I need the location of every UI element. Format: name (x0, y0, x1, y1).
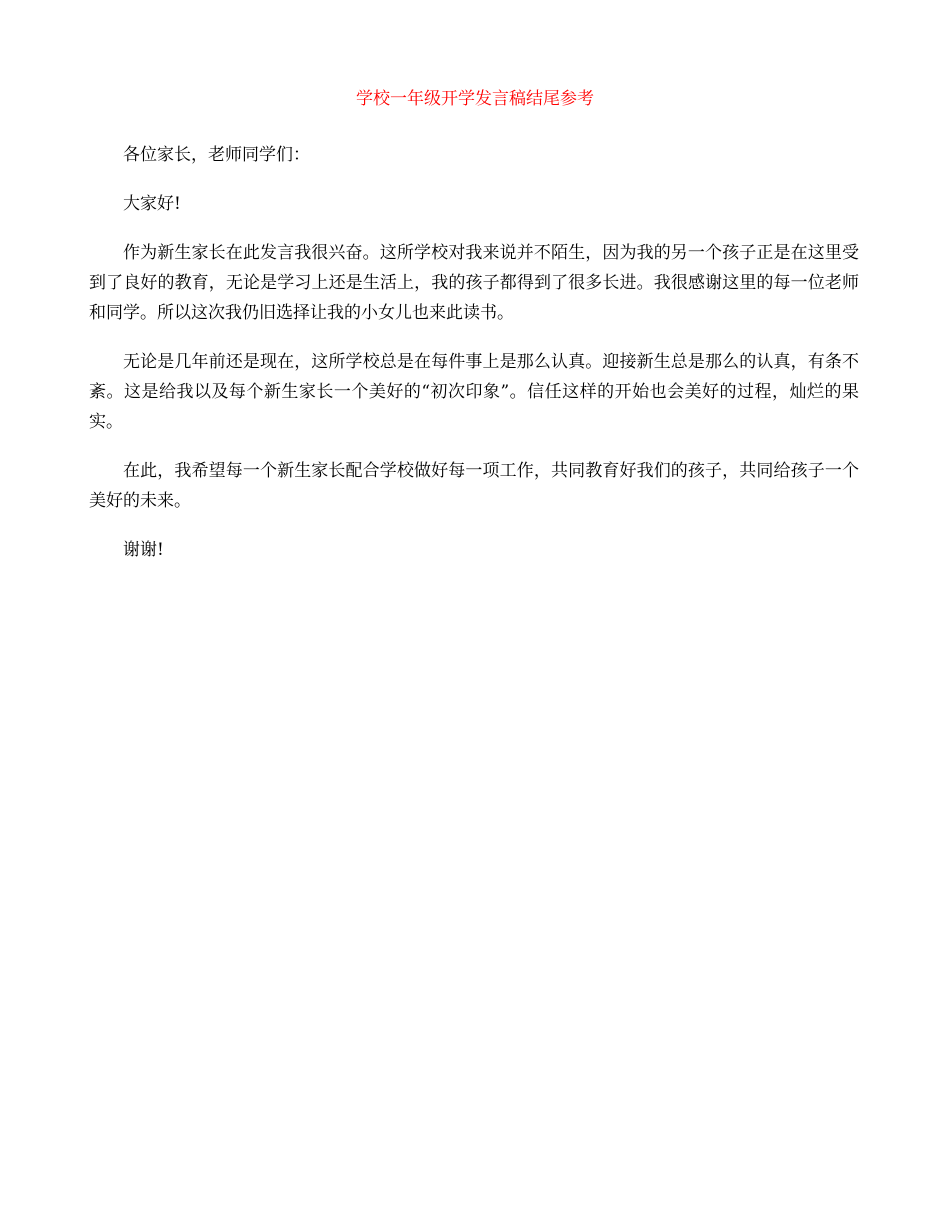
document-body (89, 140, 859, 584)
body-paragraph: 作为新生家长在此发言我很兴奋。这所学校对我来说并不陌生，因为我的另一个孩子正是在这里受到了良好的教育，无论是学习上还是生活上，我的孩子都得到了很多长进。我很感谢这里的每一位老师和同学。所以这次我仍旧选择让我的小女儿也来此读书。 (89, 243, 859, 323)
body-paragraph: 无论是几年前还是现在，这所学校总是在每件事上是那么认真。迎接新生总是那么的认真，有条不紊。这是给我以及每个新生家长一个美好的“初次印象”。信任这样的开始也会美好的过程，灿烂的果实。 (89, 352, 859, 432)
salutation-paragraph: 各位家长，老师同学们： (123, 145, 310, 165)
closing-paragraph: 谢谢! (123, 540, 164, 560)
body-paragraph: 在此，我希望每一个新生家长配合学校做好每一项工作，共同教育好我们的孩子，共同给孩子一个美好的未来。 (89, 461, 859, 511)
document-title: 学校一年级开学发言稿结尾参考 (356, 89, 594, 109)
greeting-paragraph: 大家好! (123, 194, 181, 214)
